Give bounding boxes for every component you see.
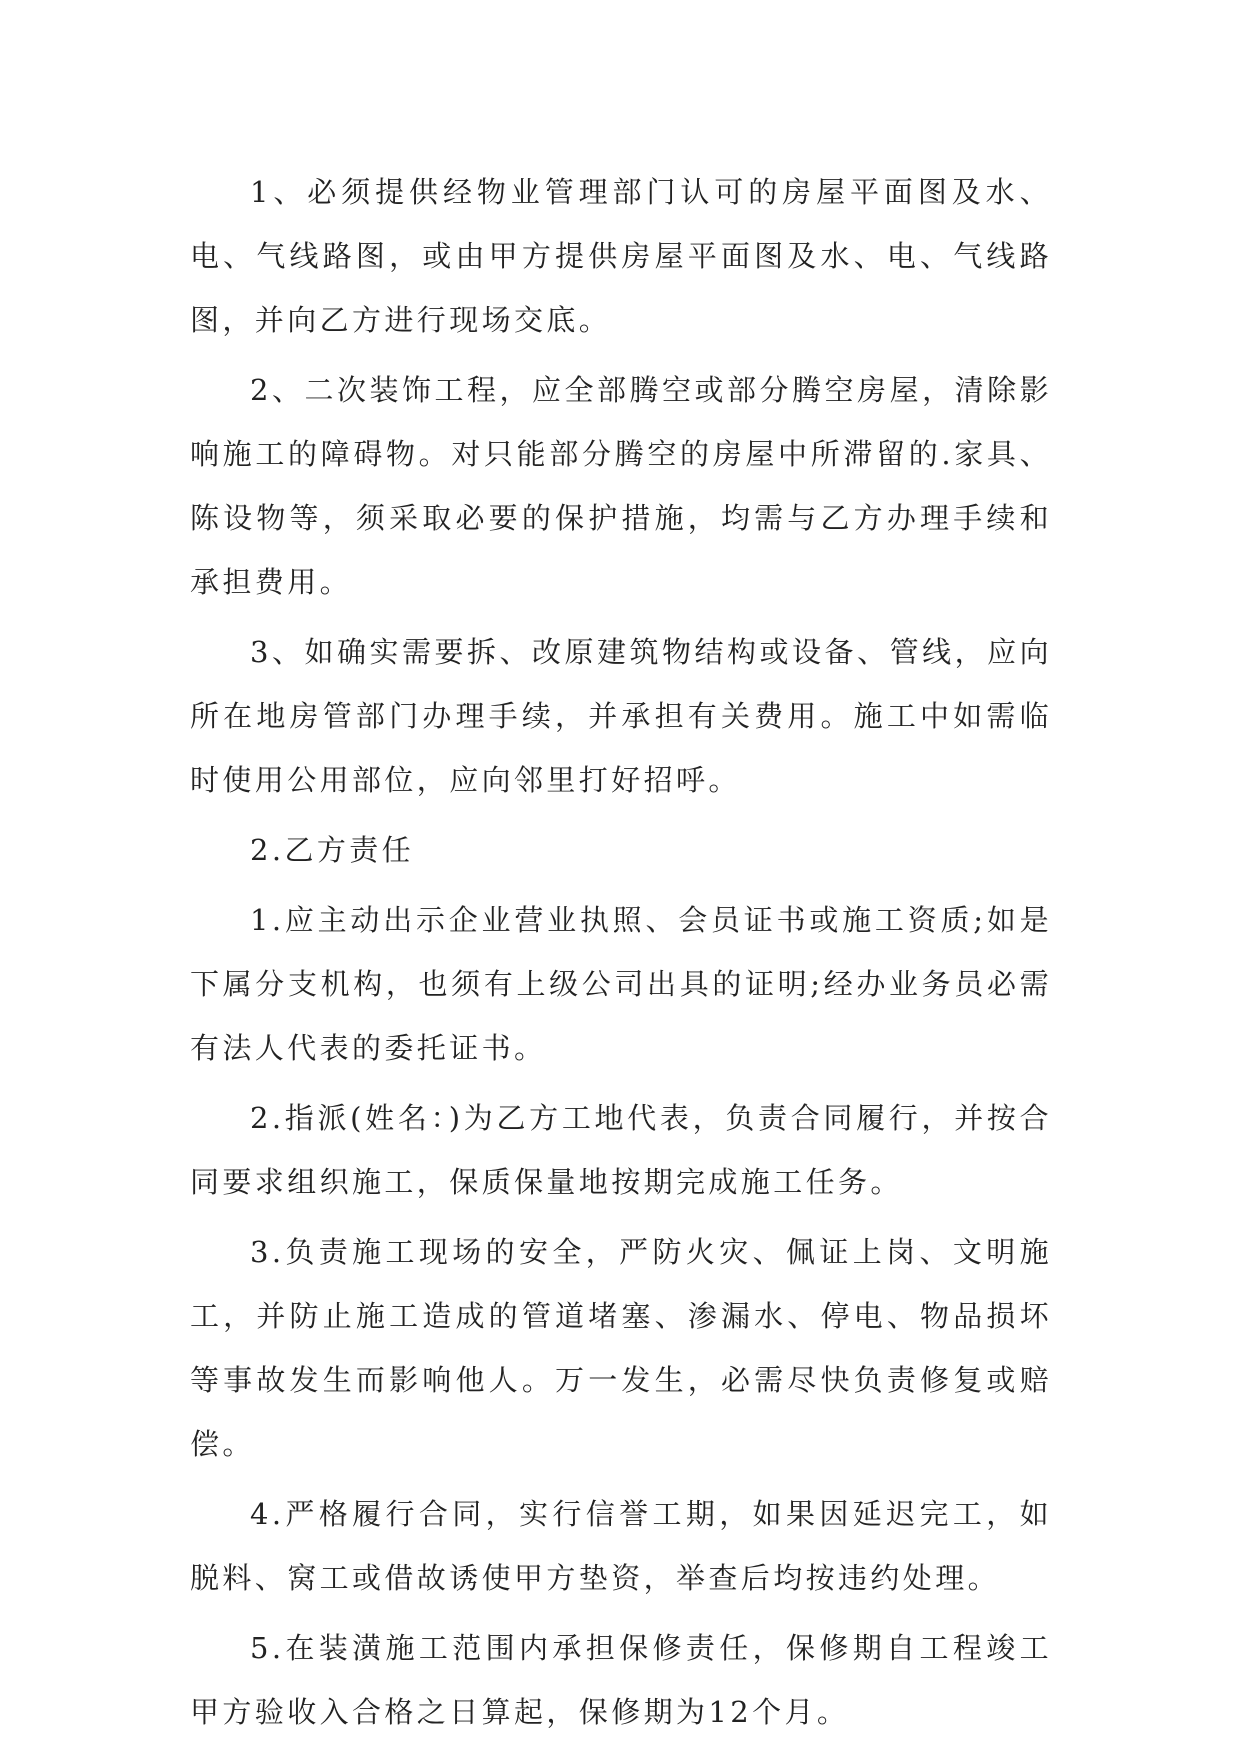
section-heading-party-b: 2.乙方责任 (250, 833, 415, 867)
paragraph-party-b-item-2: 2.指派(姓名：)为乙方工地代表，负责合同履行，并按合同要求组织施工，保质保量地按期完成施工任务。 (190, 1101, 1052, 1199)
paragraph-party-a-item-2: 2、二次装饰工程，应全部腾空或部分腾空房屋，清除影响施工的障碍物。对只能部分腾空的房屋中所滞留的.家具、陈设物等，须采取必要的保护措施，均需与乙方办理手续和承担费用。 (190, 373, 1052, 599)
paragraph-party-b-item-1: 1.应主动出示企业营业执照、会员证书或施工资质;如是下属分支机构，也须有上级公司出具的证明;经办业务员必需有法人代表的委托证书。 (190, 903, 1052, 1065)
paragraph-party-b-item-5: 5.在装潢施工范围内承担保修责任，保修期自工程竣工甲方验收入合格之日算起，保修期为12个月。 (190, 1631, 1052, 1729)
document-body (190, 160, 1052, 1750)
paragraph-party-a-item-1: 1、必须提供经物业管理部门认可的房屋平面图及水、电、气线路图，或由甲方提供房屋平面图及水、电、气线路图，并向乙方进行现场交底。 (190, 175, 1052, 337)
paragraph-party-b-item-3: 3.负责施工现场的安全，严防火灾、佩证上岗、文明施工，并防止施工造成的管道堵塞、渗漏水、停电、物品损坏等事故发生而影响他人。万一发生，必需尽快负责修复或赔偿。 (190, 1235, 1052, 1461)
paragraph-party-b-item-4: 4.严格履行合同，实行信誉工期，如果因延迟完工，如脱料、窝工或借故诱使甲方垫资，举查后均按违约处理。 (190, 1497, 1052, 1595)
paragraph-party-a-item-3: 3、如确实需要拆、改原建筑物结构或设备、管线，应向所在地房管部门办理手续，并承担有关费用。施工中如需临时使用公用部位，应向邻里打好招呼。 (190, 635, 1052, 797)
